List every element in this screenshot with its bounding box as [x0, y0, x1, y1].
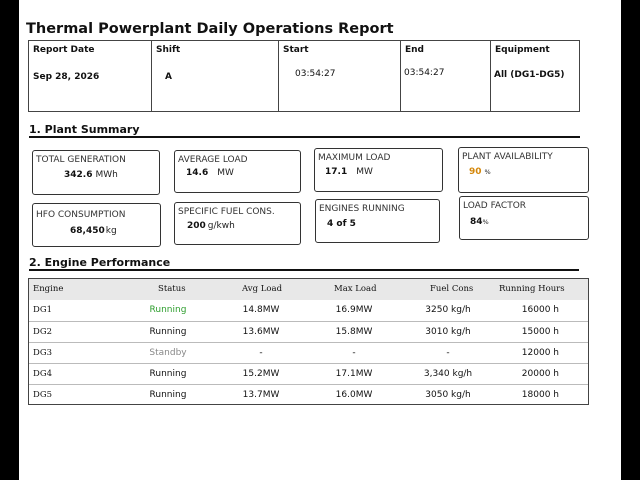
column-header: Max Load — [334, 284, 377, 294]
report-page — [19, 0, 621, 480]
shift-cell — [152, 41, 279, 111]
card-value: 90 % — [469, 167, 491, 177]
engine-avg-load: 14.8MW — [242, 305, 280, 315]
engine-status: Running — [149, 369, 187, 379]
card-maximum-load — [314, 148, 443, 192]
shift-value: A — [165, 72, 172, 82]
engine-max-load: 16.0MW — [335, 390, 373, 400]
table-header-row — [29, 279, 588, 300]
end-label: End — [405, 45, 424, 55]
card-value: 4 of 5 — [327, 219, 356, 229]
card-value: 17.1 MW — [325, 167, 373, 177]
engine-status: Running — [149, 390, 187, 400]
engine-status: Standby — [149, 348, 187, 358]
column-header: Status — [158, 284, 186, 294]
card-label: TOTAL GENERATION — [36, 155, 126, 165]
engine-max-load: 15.8MW — [335, 327, 373, 337]
card-label: ENGINES RUNNING — [319, 204, 405, 214]
engine-name: DG2 — [33, 327, 53, 337]
engine-name: DG3 — [33, 348, 53, 358]
card-value: 68,450kg — [70, 226, 117, 236]
column-header: Engine — [33, 284, 64, 294]
engine-running-hours: 20000 h — [521, 369, 559, 379]
engine-performance-heading: 2. Engine Performance — [29, 256, 171, 269]
card-plant-availability — [458, 147, 589, 193]
table-row — [29, 363, 588, 385]
engine-status: Running — [149, 327, 187, 337]
engine-running-hours: 12000 h — [521, 348, 559, 358]
engine-fuel-cons: - — [446, 348, 450, 358]
card-value: 84% — [470, 217, 489, 227]
card-average-load — [174, 150, 301, 193]
engine-running-hours: 18000 h — [521, 390, 559, 400]
engine-max-load: - — [352, 348, 356, 358]
report-date-label: Report Date — [33, 45, 95, 55]
card-label: LOAD FACTOR — [463, 201, 527, 211]
engine-fuel-cons: 3010 kg/h — [425, 327, 471, 337]
card-value: 14.6 MW — [186, 168, 234, 178]
engine-avg-load: - — [259, 348, 263, 358]
section-rule — [29, 269, 579, 271]
shift-label: Shift — [156, 45, 181, 55]
card-total-generation — [32, 150, 160, 195]
engine-avg-load: 13.6MW — [242, 327, 280, 337]
engine-max-load: 16.9MW — [335, 305, 373, 315]
end-value: 03:54:27 — [404, 68, 445, 78]
engine-name: DG5 — [33, 390, 53, 400]
card-label: PLANT AVAILABILITY — [462, 152, 553, 162]
engine-fuel-cons: 3250 kg/h — [425, 305, 471, 315]
card-label: AVERAGE LOAD — [178, 155, 248, 165]
table-row — [29, 384, 588, 406]
plant-summary-heading: 1. Plant Summary — [29, 123, 140, 136]
card-label: SPECIFIC FUEL CONS. — [178, 207, 275, 217]
card-engines-running — [315, 199, 440, 243]
equipment-cell — [491, 41, 579, 111]
engine-avg-load: 15.2MW — [242, 369, 280, 379]
start-label: Start — [283, 45, 309, 55]
engine-running-hours: 16000 h — [521, 305, 559, 315]
card-specific-fuel — [174, 202, 301, 245]
engine-running-hours: 15000 h — [521, 327, 559, 337]
card-hfo-consumption — [32, 203, 161, 247]
engine-avg-load: 13.7MW — [242, 390, 280, 400]
start-value: 03:54:27 — [295, 69, 336, 79]
card-label: HFO CONSUMPTION — [36, 210, 126, 220]
card-value: 200 g/kwh — [187, 221, 235, 231]
equipment-label: Equipment — [495, 45, 550, 55]
report-header-table — [28, 40, 580, 112]
column-header: Running Hours — [499, 284, 565, 294]
start-cell — [279, 41, 401, 111]
table-row — [29, 342, 588, 364]
engine-name: DG4 — [33, 369, 53, 379]
equipment-value: All (DG1-DG5) — [494, 70, 565, 80]
engine-status: Running — [149, 305, 187, 315]
engine-fuel-cons: 3050 kg/h — [425, 390, 471, 400]
engine-fuel-cons: 3,340 kg/h — [423, 369, 473, 379]
report-title: Thermal Powerplant Daily Operations Report — [26, 21, 394, 37]
section-rule — [29, 136, 580, 138]
report-date-cell — [29, 41, 152, 111]
table-row — [29, 300, 588, 321]
column-header: Avg Load — [242, 284, 283, 294]
engine-name: DG1 — [33, 305, 53, 315]
engine-max-load: 17.1MW — [335, 369, 373, 379]
card-value: 342.6 MWh — [64, 170, 118, 180]
engine-performance-table — [28, 278, 589, 405]
card-load-factor — [459, 196, 589, 240]
report-date-value: Sep 28, 2026 — [33, 72, 100, 82]
card-label: MAXIMUM LOAD — [318, 153, 391, 163]
table-row — [29, 321, 588, 343]
column-header: Fuel Cons — [430, 284, 474, 294]
end-cell — [401, 41, 491, 111]
